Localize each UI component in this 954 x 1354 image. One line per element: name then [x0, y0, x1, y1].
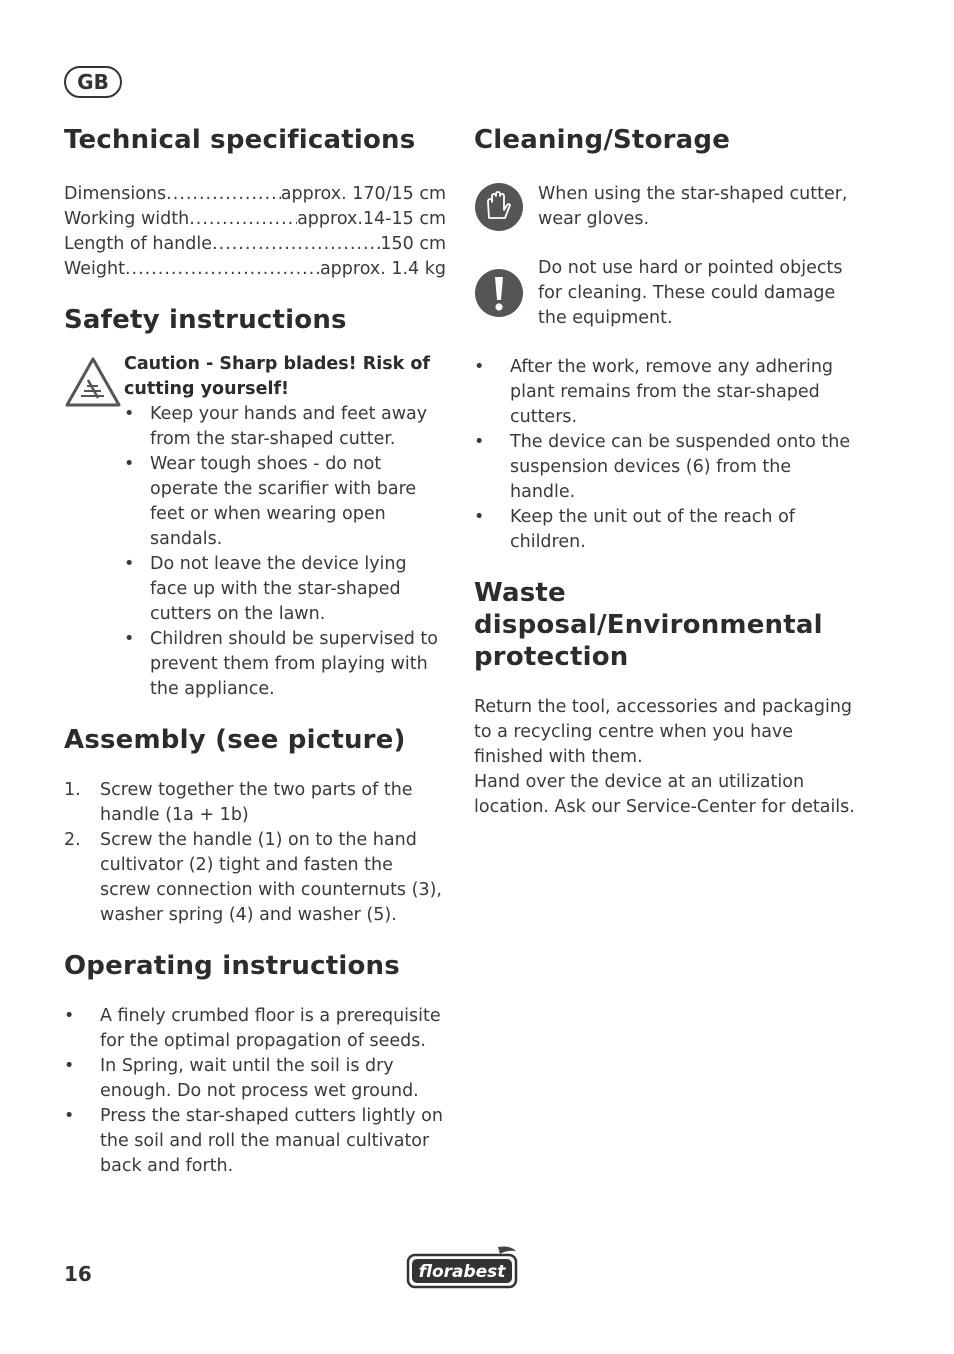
waste-heading: Waste disposal/Environmental protection [474, 578, 823, 672]
spec-value: approx.14-15 cm [297, 209, 446, 229]
list-item: 1. Screw together the two parts of the handle (1a + 1b) [64, 780, 413, 825]
list-item: • Press the star-shaped cutters lightly on the soil and roll the manual cultivator back and forth. [64, 1106, 443, 1176]
spec-row [64, 257, 446, 282]
assembly-heading: Assembly (see picture) [64, 725, 406, 755]
operating-list [64, 1004, 446, 1179]
florabest-logo [406, 1245, 518, 1289]
warning-note-text: Do not use hard or pointed objects for cleaning. These could damage the equipment. [538, 258, 843, 328]
leader-dots [166, 182, 281, 207]
exclamation-icon [474, 256, 538, 326]
spec-value: approx. 170/15 cm [280, 184, 446, 204]
cleaning-heading: Cleaning/Storage [474, 125, 731, 155]
page-number: 16 [64, 1262, 92, 1286]
safety-list [124, 402, 446, 702]
operating-heading: Operating instructions [64, 951, 400, 981]
spec-row [64, 182, 446, 207]
list-item: • In Spring, wait until the soil is dry enough. Do not process wet ground. [64, 1056, 419, 1101]
cleaning-list [474, 355, 856, 555]
caution-title: Caution - Sharp blades! Risk of cutting yourself! [124, 354, 431, 399]
warning-note [474, 256, 856, 331]
list-item: • Do not leave the device lying face up with the star-shaped cutters on the lawn. [124, 554, 407, 624]
leader-dots [125, 257, 320, 282]
leader-dots [212, 232, 380, 257]
waste-paragraph-1: Return the tool, accessories and packaging to a recycling centre when you have finished with them. [474, 697, 853, 767]
list-item: • Keep your hands and feet away from the star-shaped cutter. [124, 404, 428, 449]
list-item: • After the work, remove any adhering plant remains from the star-shaped cutters. [474, 357, 834, 427]
tech-spec-heading: Technical specifications [64, 125, 416, 155]
spec-label: Working width [64, 209, 190, 229]
gloves-icon [474, 182, 538, 240]
list-item: • Children should be supervised to prevent them from playing with the appliance. [124, 629, 438, 699]
gloves-note-text: When using the star-shaped cutter, wear gloves. [538, 184, 848, 229]
waste-paragraph-2: Hand over the device at an utilization location. Ask our Service-Center for details. [474, 772, 855, 817]
list-item: • A finely crumbed floor is a prerequisite for the optimal propagation of seeds. [64, 1006, 441, 1051]
leader-dots [189, 207, 297, 232]
spec-label: Dimensions [64, 184, 167, 204]
spec-label: Length of handle [64, 234, 212, 254]
list-item: • Keep the unit out of the reach of children. [474, 507, 795, 552]
caution-body [124, 352, 446, 702]
safety-heading: Safety instructions [64, 305, 347, 335]
list-item: • Wear tough shoes - do not operate the scarifier with bare feet or when wearing open sandals. [124, 454, 417, 549]
gloves-note [474, 182, 856, 240]
spec-value: 150 cm [380, 234, 446, 254]
left-column [64, 124, 446, 1179]
sharp-blade-warning-icon [64, 352, 124, 702]
list-item: 2. Screw the handle (1) on to the hand cultivator (2) tight and fasten the screw connection with counternuts (3), washer spring (4) and washer (5). [64, 830, 442, 925]
spec-value: approx. 1.4 kg [319, 259, 446, 279]
spec-row [64, 232, 446, 257]
brand-name: florabest [418, 1262, 506, 1282]
spec-label: Weight [64, 259, 125, 279]
assembly-steps [64, 778, 446, 928]
list-item: • The device can be suspended onto the suspension devices (6) from the handle. [474, 432, 851, 502]
caution-block [64, 352, 446, 702]
spec-table [64, 182, 446, 282]
right-column [474, 124, 856, 820]
spec-row [64, 207, 446, 232]
language-badge: GB [64, 66, 122, 98]
